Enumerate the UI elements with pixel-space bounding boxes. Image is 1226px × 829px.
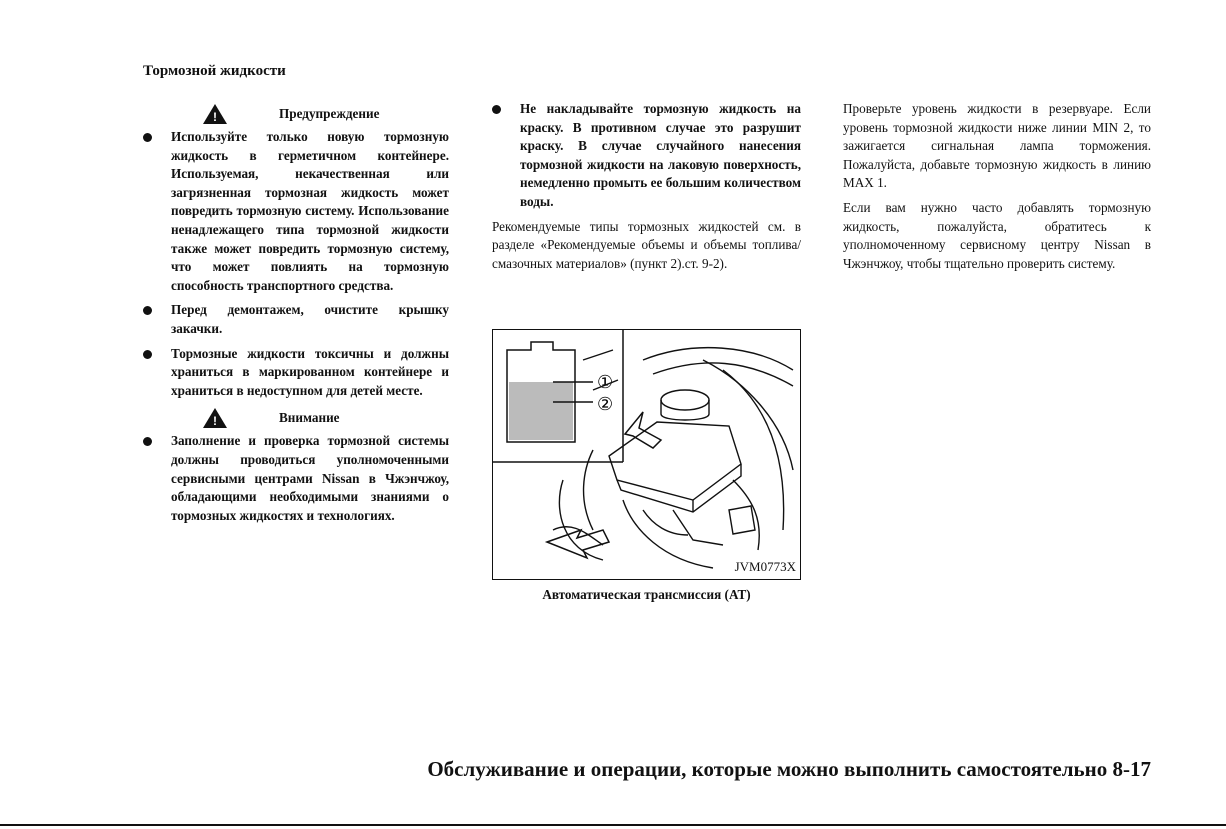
warning-item: Тормозные жидкости токсичны и должны храниться в маркированном контейнере и храниться в недоступном для детей месте. bbox=[143, 345, 449, 401]
warning-item: Используйте только новую тормозную жидкость в герметичном контейнере. Используемая, некачественная или загрязненная тормозная жидкость может повредить тормозную систему. Использование ненадлежащего типа тормозной жидкости также может повредить тормозную систему, что может повлиять на тормозную способность транспортного средства. bbox=[143, 128, 449, 295]
service-paragraph: Если вам нужно часто добавлять тормозную жидкость, пожалуйста, обратитесь к уполномоченному сервисному центру Nissan в Чжэнчжоу, чтобы тщательно проверить систему. bbox=[843, 199, 1151, 271]
warning-item: Перед демонтажем, очистите крышку закачки. bbox=[143, 301, 449, 338]
warnings-column bbox=[143, 104, 449, 531]
brake-reservoir-figure bbox=[492, 329, 801, 580]
middle-column bbox=[492, 100, 801, 279]
bottom-rule bbox=[0, 824, 1226, 826]
warning-header bbox=[203, 104, 449, 124]
brake-reservoir-illustration bbox=[493, 330, 799, 578]
figure-code: JVM0773X bbox=[734, 559, 796, 574]
caution-heading: Внимание bbox=[279, 410, 340, 426]
section-title: Тормозной жидкости bbox=[143, 63, 286, 79]
right-column bbox=[843, 100, 1151, 279]
warning-triangle-icon bbox=[203, 104, 227, 124]
caution-item: Заполнение и проверка тормозной системы должны проводиться уполномоченными сервисными центрами Nissan в Чжэнчжоу, обладающими необходимыми знаниями о тормозных жидкостях и технологиях. bbox=[143, 432, 449, 525]
min-marker: ② bbox=[597, 394, 614, 414]
figure-caption: Автоматическая трансмиссия (AT) bbox=[542, 587, 751, 602]
recommended-fluids-paragraph: Рекомендуемые типы тормозных жидкостей см. в разделе «Рекомендуемые объемы и объемы топлива/ смазочных материалов» (пункт 2).ст. 9-2). bbox=[492, 218, 801, 271]
level-check-paragraph: Проверьте уровень жидкости в резервуаре. Если уровень тормозной жидкости ниже линии MIN 2, то зажигается сигнальная лампа торможения. Пожалуйста, добавьте тормозную жидкость в линию MAX 1. bbox=[843, 101, 1151, 191]
page-footer: Обслуживание и операции, которые можно выполнить самостоятельно 8-17 bbox=[427, 757, 1151, 781]
pointer-arrow-icon bbox=[625, 412, 661, 448]
max-marker: ① bbox=[597, 372, 614, 392]
paint-warning-item: Не накладывайте тормозную жидкость на краску. В противном случае это разрушит краску. В случае случайного нанесения тормозной жидкости на лаковую поверхность, немедленно промыть ее большим количеством воды. bbox=[492, 100, 801, 212]
warning-heading: Предупреждение bbox=[279, 105, 380, 121]
front-direction-arrow-icon bbox=[547, 530, 609, 558]
caution-triangle-icon bbox=[203, 408, 227, 428]
caution-header bbox=[203, 408, 449, 428]
